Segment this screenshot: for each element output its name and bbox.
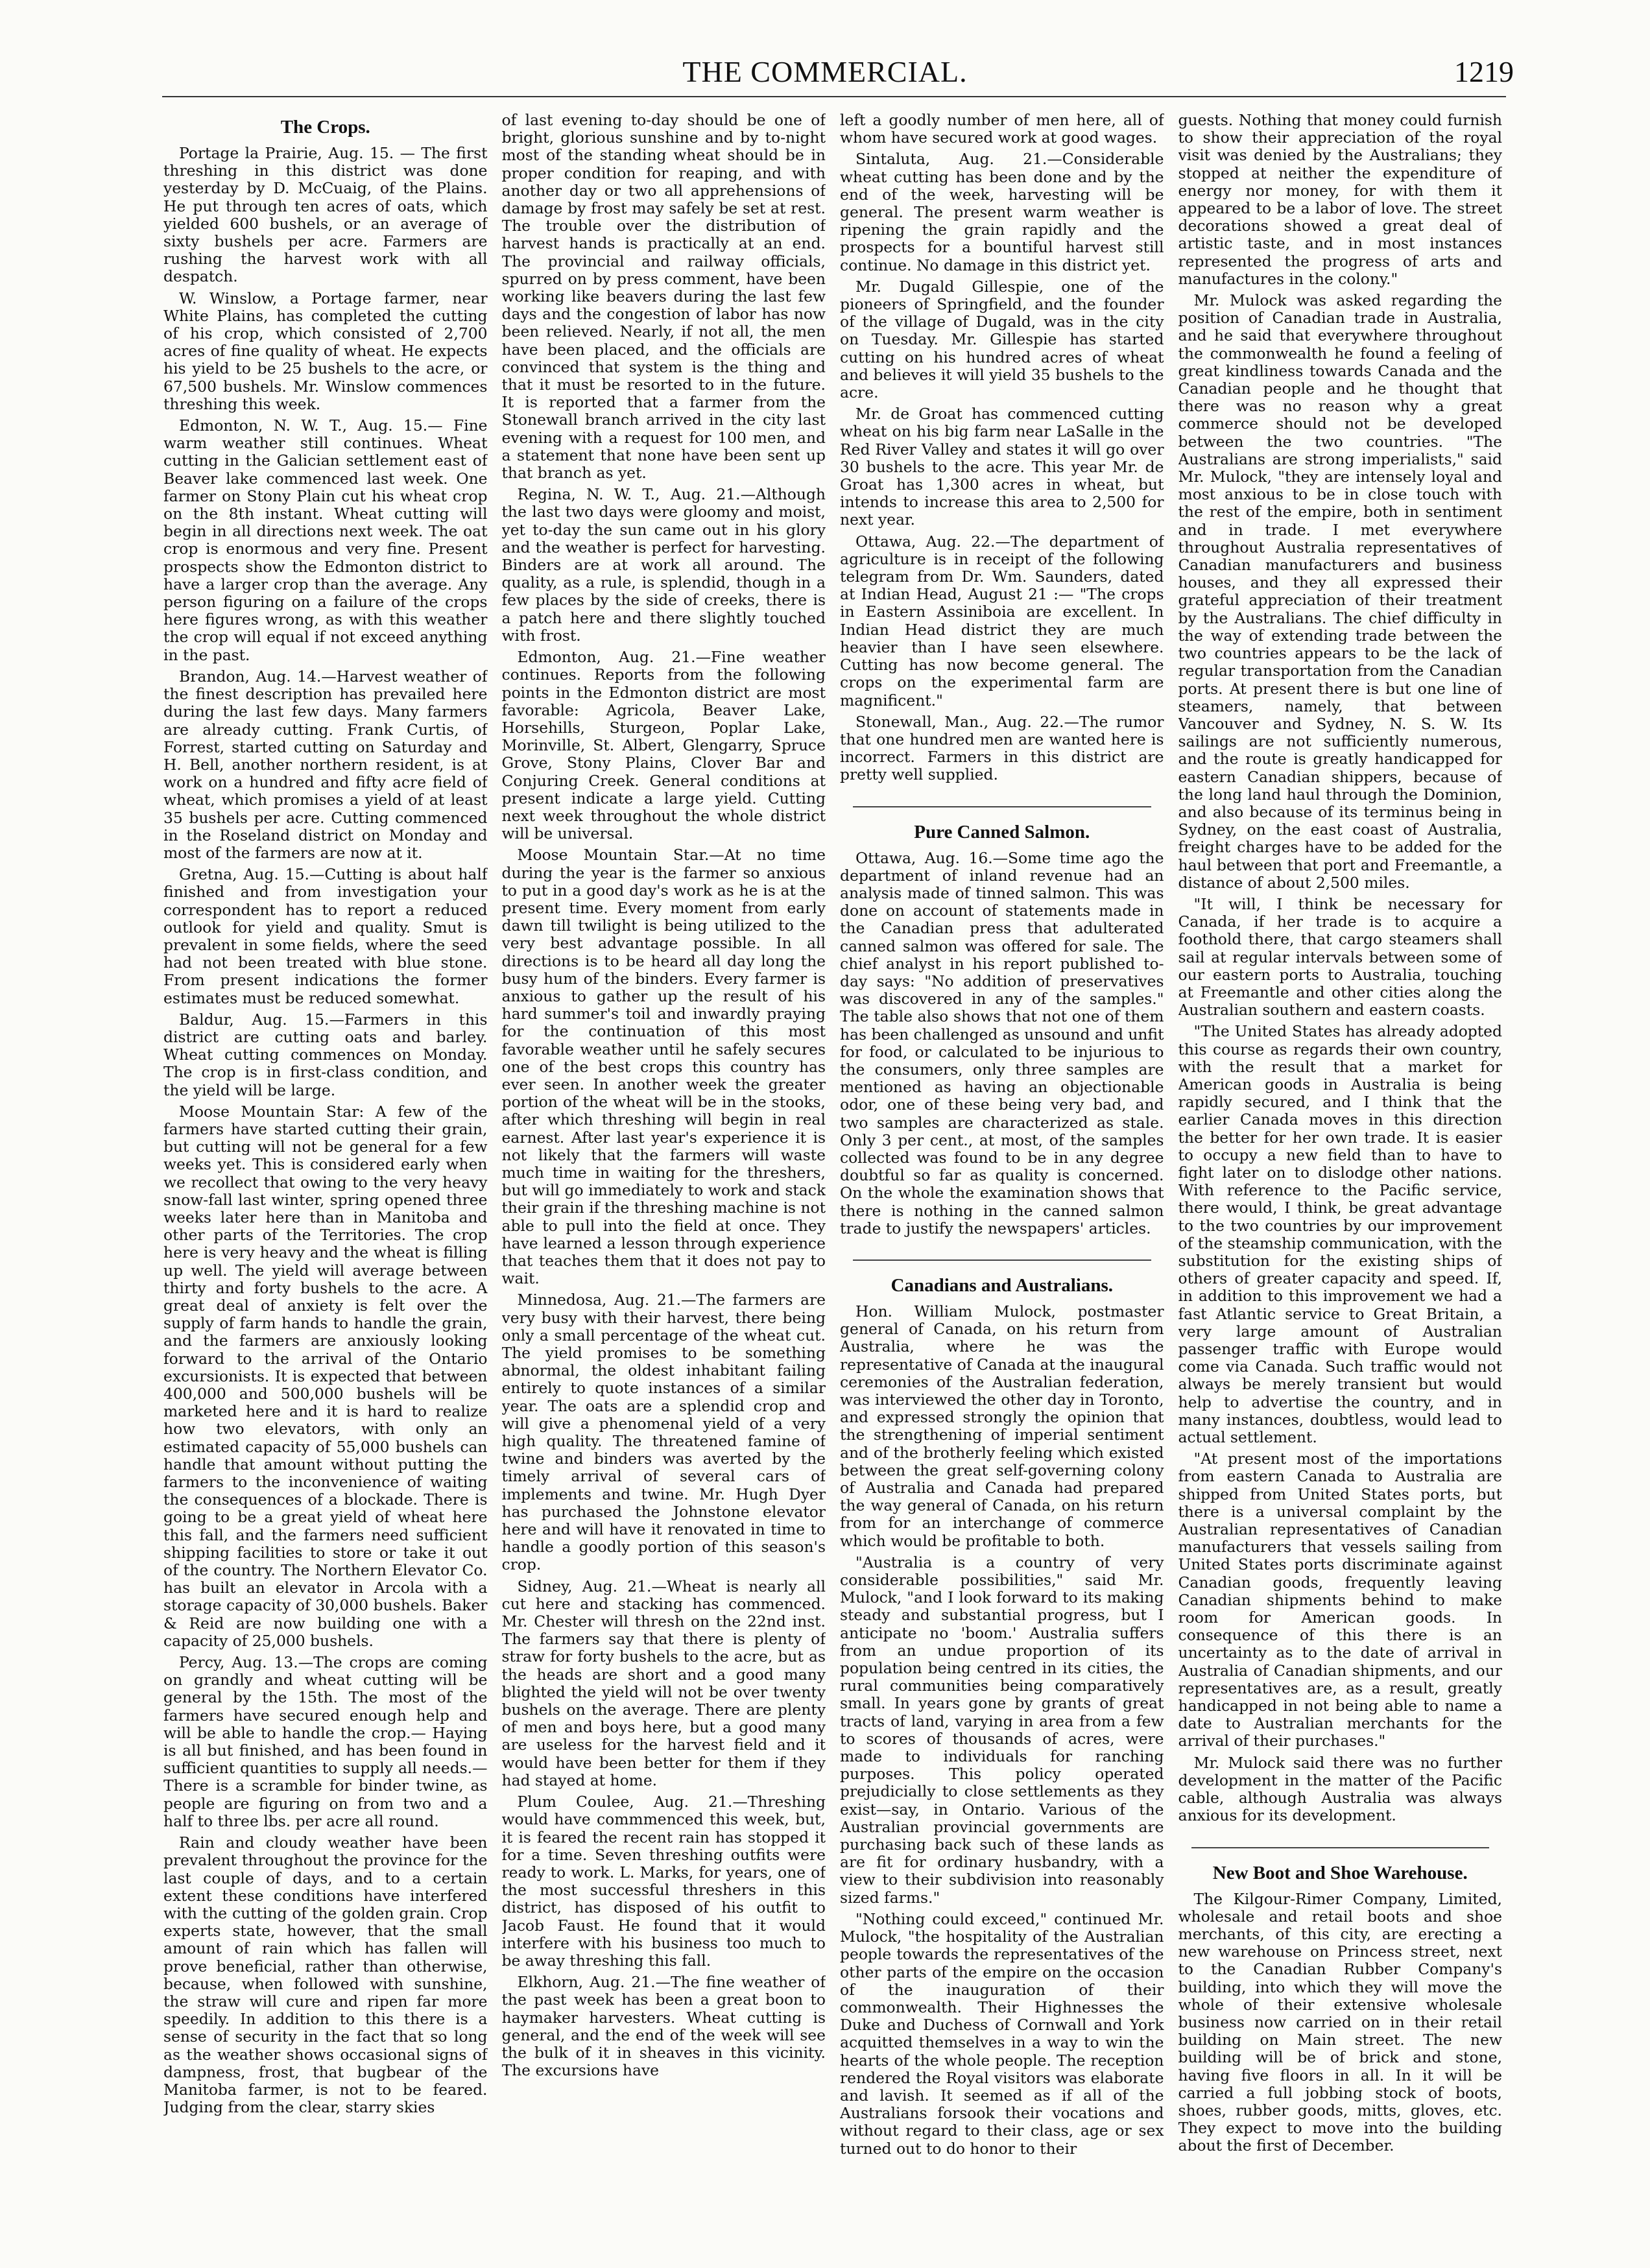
paragraph: "It will, I think be necessary for Canada, if her trade is to acquire a foothold there, that cargo steamers shall sail at regular intervals between some of our eastern ports to Australia, touching at Freemantle and other cities along the Australian southern and eastern coasts. xyxy=(1178,894,1502,1020)
heading-canadians-and-australians: Canadians and Australians. xyxy=(891,1274,1113,1296)
heading-new-boot-and-shoe-warehouse: New Boot and Shoe Warehouse. xyxy=(1212,1862,1468,1883)
paragraph: The Kilgour-Rimer Company, Limited, wholesale and retail boots and shoe merchants, of this city, are erecting a new warehouse on Princess street, next to the Canadian Rubber Company's building, into which they will move the whole of their extensive wholesale business now carried on in their retail building on Main street. The new building will be of brick and stone, having five floors in all. In it will be carried a full jobbing stock of boots, shoes, rubber goods, mitts, gloves, etc. They expect to move into the building about the first of December. xyxy=(1178,1889,1502,2155)
paragraph: Percy, Aug. 13.—The crops are coming on grandly and wheat cutting will be general by the 15th. The most of the farmers have secured enough help and will be able to handle the crop.— Haying is all but finished, and has been found in sufficient quantities to supply all needs.—There is a scramble for binder twine, as people are figuring on from two and a half to three lbs. per acre all round. xyxy=(163,1653,488,1830)
paragraph: "The United States has already adopted this course as regards their own country, with the result that a market for American goods in Australia is being rapidly secured, and I think that the earlier Canada moves in this direction the better for her own trade. It is easier to occupy a new field than to have to fight later on to dislodge other nations. With reference to the Pacific service, there would, I think, be great advantage to the two countries by our improvement of the steamship communication, with the substitution for the existing ships of others of greater capacity and speed. If, in addition to this improvement we had a fast Atlantic service to Great Britain, a very large amount of Australian passenger traffic with Europe would come via Canada. Such traffic would not always be merely transient but would help to advertise the country, and in many instances, doubtless, would lead to actual settlement. xyxy=(1178,1022,1502,1447)
column-2 xyxy=(502,112,826,2252)
section-divider xyxy=(853,1259,1151,1261)
column-4 xyxy=(1178,112,1503,2252)
paragraph: Elkhorn, Aug. 21.—The fine weather of the past week has been a great boon to haymaker harvesters. Wheat cutting is general, and the end of the week will see the bulk of it in sheaves in this vicinity. The excursions have xyxy=(501,1973,826,2080)
page-number: 1219 xyxy=(1454,55,1514,88)
paragraph: guests. Nothing that money could furnish to show their appreciation of the royal visit was denied by the Australians; they stopped at neither the expenditure of energy nor money, for with them it appeared to be a labor of love. The street decorations showed a great deal of artistic taste, and in most instances represented the progress of arts and manufactures in the colony." xyxy=(1178,112,1502,288)
column-1 xyxy=(163,112,488,2252)
paragraph: "Australia is a country of very considerable possibilities," said Mr. Mulock, "and I look forward to its making steady and substantial progress, but I anticipate no 'boom.' Australia suffers from an undue proportion of its population being centred in its cities, the rural communities being comparatively small. In years gone by grants of great tracts of land, varying in area from a few to scores of thousands of acres, were made to individuals for ranching purposes. This policy operated prejudicially to close settlements as they exist—say, in Ontario. Various of the Australian provincial governments are purchasing back such of these lands as are fit for ordinary husbandry, with a view to their subdivision into reasonably sized farms." xyxy=(840,1553,1164,1907)
paragraph: Sidney, Aug. 21.—Wheat is nearly all cut here and stacking has commenced. Mr. Chester will thresh on the 22nd inst. The farmers say that there is plenty of straw for forty bushels to the acre, but as the heads are short and a good many blighted the yield will not be over twenty bushels on the average. There are plenty of men and boys here, but a good many are useless for the harvest field and it would have been better for them if they had stayed at home. xyxy=(501,1577,826,1789)
paragraph: Plum Coulee, Aug. 21.—Threshing would have commmenced this week, but, it is feared the recent rain has stopped it for a time. Seven threshing outfits were ready to work. L. Marks, for years, one of the most successful threshers in this district, has disposed of his outfit to Jacob Faust. He found that it would interfere with his business too much to be away threshing this fall. xyxy=(501,1793,826,1970)
paragraph: Moose Mountain Star: A few of the farmers have started cutting their grain, but cutting will not be general for a few weeks yet. This is considered early when we recollect that owing to the very heavy snow-fall last winter, spring opened three weeks later here than in Manitoba and other parts of the Territories. The crop here is very heavy and the wheat is filling up well. The yield will average between thirty and forty bushels to the acre. A great deal of anxiety is felt over the supply of farm hands to handle the grain, and the farmers are anxiously looking forward to the arrival of the Ontario excursionists. It is expected that between 400,000 and 500,000 bushels will be marketed here and it is hard to realize how two elevators, with only an estimated capacity of 55,000 bushels can handle that amount without putting the farmers to the inconvenience of waiting the consequences of a blockade. There is going to be a great yield of wheat here this fall, and the farmers need sufficient shipping facilities to store or take it out of the country. The Northern Elevator Co. has built an elevator in Arcola with a storage capacity of 30,000 bushels. Baker & Reid are now building one with a capacity of 25,000 bushels. xyxy=(163,1102,488,1650)
paragraph: Regina, N. W. T., Aug. 21.—Although the last two days were gloomy and moist, yet to-day the sun came out in his glory and the weather is perfect for harvesting. Binders are at work all around. The quality, as a rule, is splendid, though in a few places by the side of creeks, there is a patch here and there slightly touched with frost. xyxy=(501,485,826,645)
paragraph: Edmonton, Aug. 21.—Fine weather continues. Reports from the following points in the Edmonton district are most favorable: Agricola, Beaver Lake, Horsehills, Sturgeon, Poplar Lake, Morinville, St. Albert, Glengarry, Spruce Grove, Stony Plains, Clover Bar and Conjuring Creek. General conditions at present indicate a large yield. Cutting next week throughout the whole district will be universal. xyxy=(501,648,826,843)
paragraph: Brandon, Aug. 14.—Harvest weather of the finest description has prevailed here during the last few days. Many farmers are already cutting. Frank Curtis, of Forrest, started cutting on Saturday and H. Bell, another northern resident, is at work on a hundred and fifty acre field of wheat, which promises a yield of at least 35 bushels per acre. Cutting commenced in the Roseland district on Monday and most of the farmers are now at it. xyxy=(163,667,488,862)
paragraph: Stonewall, Man., Aug. 22.—The rumor that one hundred men are wanted here is incorrect. Farmers in this district are pretty well supplied. xyxy=(840,712,1164,784)
paragraph: "At present most of the importations from eastern Canada to Australia are shipped from United States ports, but there is a universal complaint by the Australian representatives of Canadian manufacturers that vessels sailing from United States ports discriminate against Canadian goods, frequently leaving Canadian shipments behind to make room for American goods. In consequence of this there is an uncertainty as to the date of arrival in Australia of Canadian shipments, and our representatives are, as a result, greatly handicapped in not being able to name a date to Australian merchants for the arrival of their purchases." xyxy=(1178,1450,1502,1750)
paragraph: Rain and cloudy weather have been prevalent throughout the province for the last couple of days, and to a certain extent these conditions have interfered with the cutting of the golden grain. Crop experts state, however, that the small amount of rain which has fallen will prove beneficial, rather than otherwise, because, when followed with sunshine, the straw will cure and ripen far more speedily. In addition to this there is a sense of security in the fact that so long as the weather shows occasional signs of dampness, frost, that bugbear of the Manitoba farmer, is not to be feared. Judging from the clear, starry skies xyxy=(163,1833,488,2117)
paragraph: Mr. Mulock said there was no further development in the matter of the Pacific cable, although Australia was always anxious for its development. xyxy=(1178,1753,1502,1825)
paragraph: of last evening to-day should be one of bright, glorious sunshine and by to-night most of the standing wheat should be in proper condition for reaping, and with another day or two all apprehensions of damage by frost may safely be set at rest. The trouble over the distribution of harvest hands is practically at an end. The provincial and railway officials, spurred on by press comment, have been working like beavers during the last few days and the congestion of labor has now been relieved. Nearly, if not all, the men have been placed, and the officials are convinced that system is the thing and that it must be resorted to in the future. It is reported that a farmer from the Stonewall branch arrived in the city last evening with a request for 100 men, and a statement that none have been sent up that branch as yet. xyxy=(501,112,826,483)
paragraph: Mr. Mulock was asked regarding the position of Canadian trade in Australia, and he said that everywhere throughout the commonwealth he found a feeling of great kindliness towards Canada and the Canadian people and he thought that there was no reason why a great commerce should not be developed between the two countries. "The Australians are strong imperialists," said Mr. Mulock, "they are intensely loyal and most anxious to be in close touch with the rest of the empire, both in sentiment and in trade. I met everywhere throughout Australia representatives of Canadian manufacturers and business houses, and they all expressed their grateful appreciation of their treatment by the Australians. The chief difficulty in the way of extending trade between the two countries appears to be the lack of regular transportation from the Canadian ports. At present there is but one line of steamers, namely, that between Vancouver and Sydney, N. S. W. Its sailings are not sufficiently numerous, and the route is greatly handicapped for eastern Canadian shippers, because of the long land haul through the Dominion, and also because of its terminus being in Sydney, on the east coast of Australia, freight charges have to be added for the haul between that port and Freemantle, a distance of about 2,500 miles. xyxy=(1178,291,1502,892)
paragraph: Edmonton, N. W. T., Aug. 15.— Fine warm weather still continues. Wheat cutting in the Galician settlement east of Beaver lake commenced last week. One farmer on Stony Plain cut his wheat crop on the 8th instant. Wheat cutting will begin in all directions next week. The oat crop is enormous and very fine. Present prospects show the Edmonton district to have a larger crop than the average. Any person figuring on a failure of the crops here figures wrong, as with this weather the crop will equal if not exceed anything in the past. xyxy=(163,416,488,664)
paragraph: W. Winslow, a Portage farmer, near White Plains, has completed the cutting of his crop, which consisted of 2,700 acres of fine quality of wheat. He expects his yield to be 25 bushels to the acre, or 67,500 bushels. Mr. Winslow commences threshing this week. xyxy=(163,289,488,413)
paragraph: left a goodly number of men here, all of whom have secured work at good wages. xyxy=(840,112,1164,147)
paragraph: Baldur, Aug. 15.—Farmers in this district are cutting oats and barley. Wheat cutting commences on Monday. The crop is in first-class condition, and the yield will be large. xyxy=(163,1010,488,1099)
header-rule xyxy=(162,96,1506,97)
paragraph: Hon. William Mulock, postmaster general of Canada, on his return from Australia, where he was the representative of Canada at the inaugural ceremonies of the Australian federation, was interviewed the other day in Toronto, and expressed strongly the opinion that the strengthening of imperial sentiment and of the brotherly feeling which existed between the great self-governing colony of Australia and Canada had prepared the way general of Canada, on his return from for an interchange of commerce which would be profitable to both. xyxy=(840,1302,1164,1550)
paragraph: Ottawa, Aug. 22.—The department of agriculture is in receipt of the following telegram from Dr. Wm. Saunders, dated at Indian Head, August 21 :— "The crops in Eastern Assiniboia are excellent. In Indian Head district they are much heavier than I have seen elsewhere. Cutting has now become general. The crops on the experimental farm are magnificent." xyxy=(840,532,1164,710)
paragraph: "Nothing could exceed," continued Mr. Mulock, "the hospitality of the Australian people towards the representatives of the other parts of the empire on the occasion of the inauguration of their commonwealth. Their Highnesses the Duke and Duchess of Cornwall and York acquitted themselves in a way to win the hearts of the whole people. The reception rendered the Royal visitors was elaborate and lavish. It seemed as if all of the Australians forsook their vocations and without regard to their class, age or sex turned out to do honor to their xyxy=(840,1909,1164,2158)
publication-title: THE COMMERCIAL. xyxy=(682,55,968,88)
section-divider xyxy=(853,806,1151,807)
paragraph: Moose Mountain Star.—At no time during the year is the farmer so anxious to put in a good day's work as he is at the present time. Every moment from early dawn till twilight is being utilized to the very best advantage possible. In all directions is to be heard all day long the busy hum of the binders. Every farmer is anxious to gather up the result of his hard summer's toil and inwardly praying for the continuation of this most favorable weather until he safely secures one of the best crops this country has ever seen. In another week the greater portion of the wheat will be in the stooks, after which threshing will begin in real earnest. After last year's experience it is not likely that the farmers will waste much time in waiting for the threshers, but will go immediately to work and stack their grain if the threshing machine is not able to pull into the field at once. They have learned a lesson through experience that teaches them that it does not pay to wait. xyxy=(501,846,826,1288)
paragraph: Minnedosa, Aug. 21.—The farmers are very busy with their harvest, there being only a small percentage of the wheat cut. The yield promises to be something abnormal, the oldest inhabitant failing entirely to quote instances of a similar year. The oats are a splendid crop and will give a phenomenal yield of a very high quality. The threatened famine of twine and binders was averted by the timely arrival of several cars of implements and twine. Mr. Hugh Dyer has purchased the Johnstone elevator here and will have it renovated in time to handle a goodly portion of this season's crop. xyxy=(501,1291,826,1574)
masthead xyxy=(0,54,1650,106)
section-divider xyxy=(1191,1847,1490,1848)
paragraph: Gretna, Aug. 15.—Cutting is about half finished and from investigation your correspondent has to report a reduced outlook for yield and quality. Smut is prevalent in some fields, where the seed had not been treated with blue stone. From present indications the former estimates must be reduced somewhat. xyxy=(163,865,488,1007)
article-columns xyxy=(163,112,1502,2252)
paragraph: Mr. Dugald Gillespie, one of the pioneers of Springfield, and the founder of the village of Dugald, was in the city on Tuesday. Mr. Gillespie has started cutting on his hundred acres of wheat and believes it will yield 35 bushels to the acre. xyxy=(840,277,1164,402)
paragraph: Ottawa, Aug. 16.—Some time ago the department of inland revenue had an analysis made of tinned salmon. This was done on account of statements made in the Canadian press that adulterated canned salmon was offered for sale. The chief analyst in his report published to-day says: "No addition of preservatives was discovered in any of the samples." The table also shows that not one of them has been challenged as unsound and unfit for food, or calculated to be injurious to the consumers, only three samples are mentioned as having an objectionable odor, one of these being very bad, and two samples are characterized as stale. Only 3 per cent., at most, of the samples collected was found to be in any degree doubtful so far as quality is concerned. On the whole the examination shows that there is nothing in the canned salmon trade to justify the newspapers' articles. xyxy=(840,848,1164,1237)
paragraph: Mr. de Groat has commenced cutting wheat on his big farm near LaSalle in the Red River Valley and states it will go over 30 bushels to the acre. This year Mr. de Groat has 1,300 acres in wheat, but intends to increase this area to 2,500 for next year. xyxy=(840,405,1164,529)
heading-the-crops: The Crops. xyxy=(280,117,370,137)
paragraph: Sintaluta, Aug. 21.—Considerable wheat cutting has been done and by the end of the week, harvesting will be general. The present warm weather is ripening the grain rapidly and the prospects for a bountiful harvest still continue. No damage in this district yet. xyxy=(840,150,1164,274)
paragraph: Portage la Prairie, Aug. 15. — The first threshing in this district was done yesterday by D. McCuaig, of the Plains. He put through ten acres of oats, which yielded 600 bushels, or an average of sixty bushels per acre. Farmers are rushing the harvest work with all despatch. xyxy=(163,144,488,286)
column-3 xyxy=(840,112,1164,2252)
heading-pure-canned-salmon: Pure Canned Salmon. xyxy=(914,821,1090,842)
